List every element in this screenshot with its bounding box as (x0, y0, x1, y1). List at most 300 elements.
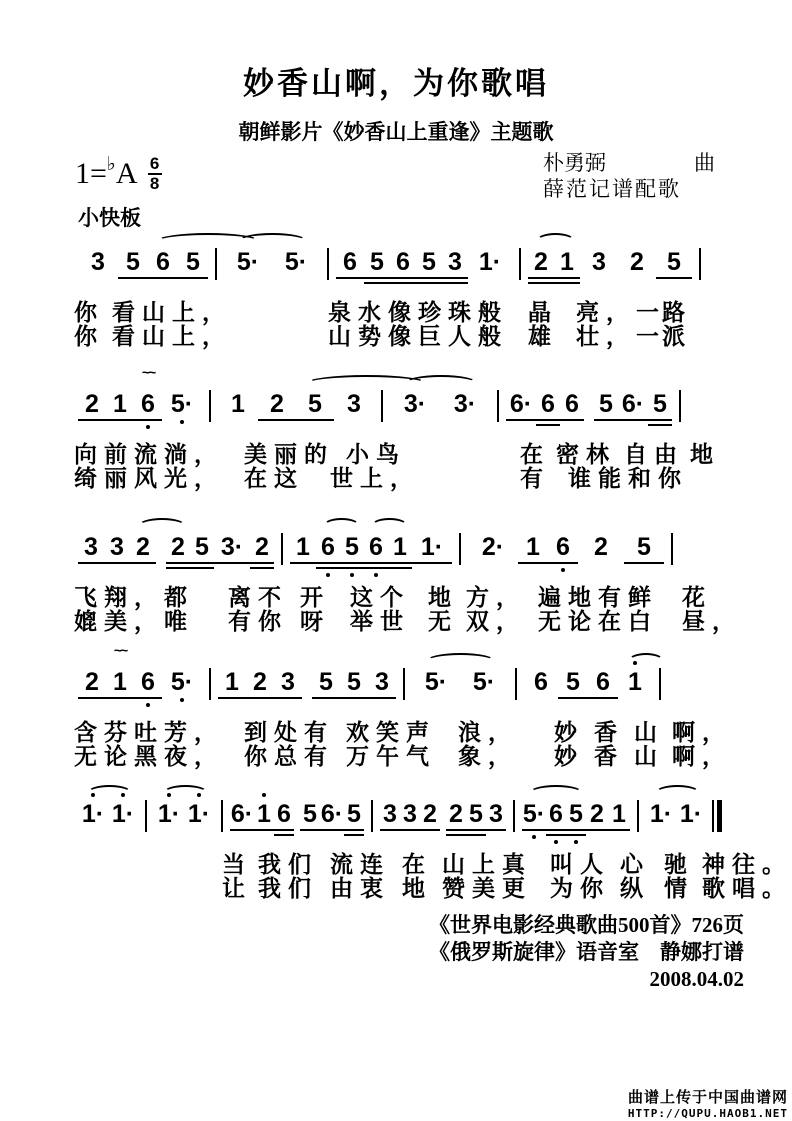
note-digit: 5 (170, 668, 185, 696)
note (224, 248, 272, 276)
lyric-segment: 晶 (528, 299, 558, 325)
beam-line (412, 562, 452, 564)
lyric-segment: 有 (520, 465, 550, 491)
note-digit: 1 (679, 800, 694, 828)
beam-line (312, 697, 340, 699)
note-digit: 1 (225, 668, 239, 696)
note-digit: 2 (85, 390, 99, 418)
beam-line (300, 829, 320, 831)
note (78, 248, 118, 276)
beam-line (344, 829, 364, 831)
beam-line-2 (536, 424, 560, 426)
duration-dot: · (171, 800, 181, 828)
beam-line-2 (388, 567, 412, 569)
barline (671, 533, 673, 565)
lyric-segment: 妙 (554, 719, 584, 745)
note (390, 390, 440, 418)
note (130, 533, 156, 561)
lyric-segment: 山上真 (442, 851, 532, 877)
note-row (78, 533, 680, 565)
mordent-ornament: ~~ (141, 364, 155, 380)
note (466, 800, 486, 828)
beam-line (486, 829, 506, 831)
lyric-segment: 举世 (350, 608, 410, 634)
note (560, 390, 584, 418)
low-octave-dot (350, 573, 354, 577)
slur-arc (371, 518, 407, 534)
note-digit: 5 (667, 248, 681, 276)
beam-line (258, 419, 296, 421)
note-digit: 6 (396, 248, 410, 276)
note (656, 248, 692, 276)
score-system (0, 533, 792, 634)
note (412, 533, 452, 561)
duration-dot: · (184, 390, 194, 418)
note (594, 390, 618, 418)
beam-line (178, 277, 208, 279)
note (400, 800, 420, 828)
duration-dot: · (635, 390, 645, 418)
note-digit: 3 (448, 248, 462, 276)
note (230, 800, 254, 828)
beam-line-2 (466, 834, 486, 836)
duration-dot: · (244, 800, 254, 828)
note-digit: 6 (230, 800, 245, 828)
note-digit: 2 (255, 533, 269, 561)
note (106, 642, 134, 696)
beam-line (536, 419, 560, 421)
watermark-site-name: 曲谱上传于中国曲谱网 (627, 1089, 788, 1106)
note (506, 390, 536, 418)
note-digit: 5 (347, 800, 361, 828)
lyric-segment: 无 (428, 608, 458, 634)
note-digit: 2 (449, 800, 463, 828)
time-lower: 8 (149, 174, 160, 193)
note (134, 668, 162, 696)
score-system (0, 248, 792, 349)
note (608, 800, 630, 828)
note-digit: 6 (534, 668, 548, 696)
lyric-segment: 方， (466, 584, 526, 610)
note (566, 800, 586, 828)
beam-line (106, 419, 134, 421)
watermark-site-url: HTTP://QUPU.HAOB1.NET (627, 1107, 788, 1120)
composer-line (543, 150, 715, 176)
lyricist-line: 薛范记谱配歌 (543, 177, 681, 201)
note-digit: 3 (489, 800, 503, 828)
low-octave-dot (554, 840, 558, 844)
note (546, 800, 566, 828)
beam-line-2 (528, 282, 554, 284)
beam-line (420, 829, 440, 831)
note-digit: 3 (281, 668, 295, 696)
note-digit: 1 (113, 390, 127, 418)
barline (209, 390, 211, 422)
note-digit: 3 (220, 533, 235, 561)
beam-line (548, 562, 578, 564)
low-octave-dot (180, 420, 184, 424)
beam-line (618, 419, 648, 421)
note-digit: 6 (141, 390, 155, 418)
note-digit: 6 (320, 800, 335, 828)
note (364, 248, 390, 276)
duration-dot: · (334, 800, 344, 828)
beam-line (78, 562, 104, 564)
note (316, 533, 340, 561)
beam-line (336, 277, 364, 279)
source-date: 2008.04.02 (649, 967, 744, 991)
note (300, 800, 320, 828)
note-digit: 2 (534, 248, 548, 276)
note (218, 668, 246, 696)
beam-line-2 (344, 834, 364, 836)
slur-arc (536, 233, 575, 249)
note (648, 390, 672, 418)
lyric-segment: 无论黑夜， (74, 743, 224, 769)
note-digit: 5 (569, 800, 583, 828)
duration-dot: · (438, 668, 448, 696)
beam-line (130, 562, 156, 564)
lyric-segment: 小鸟 (346, 441, 406, 467)
barline (497, 390, 499, 422)
note-digit: 2 (594, 533, 608, 561)
duration-dot: · (495, 533, 505, 561)
note (78, 533, 104, 561)
lyric-segment: 昼， (682, 608, 742, 634)
note (618, 668, 652, 696)
key-signature (75, 153, 162, 193)
lyric-segment: 你 (74, 299, 104, 325)
barline (403, 668, 405, 700)
barline (679, 390, 681, 422)
duration-dot: · (234, 533, 244, 561)
note (468, 248, 512, 276)
note (340, 533, 364, 561)
slur-arc (628, 653, 664, 669)
note-digit: 5 (284, 248, 299, 276)
note (518, 533, 548, 561)
final-barline (712, 800, 722, 832)
beam-line (246, 697, 274, 699)
slur-arc (655, 785, 700, 801)
lyric-segment: 美丽的 (244, 441, 334, 467)
note-digit: 1 (257, 800, 271, 828)
note-digit: 6 (343, 248, 357, 276)
note-digit: 6 (509, 390, 524, 418)
note-digit: 5 (653, 390, 667, 418)
note-digit: 2 (630, 248, 644, 276)
note (468, 533, 518, 561)
lyric-segment: 双， (466, 608, 526, 634)
beam-line (78, 419, 106, 421)
lyric-segment: 为你 (550, 875, 610, 901)
note-digit: 1 (649, 800, 664, 828)
lyric-segment: 开 (300, 584, 330, 610)
beam-line (296, 419, 334, 421)
beam-line-2 (250, 567, 274, 569)
note-digit: 5 (319, 668, 333, 696)
note-digit: 2 (171, 533, 185, 561)
beam-line (518, 562, 548, 564)
lyric-segment: 叫人 (550, 851, 610, 877)
note-digit: 5 (170, 390, 185, 418)
barline (659, 668, 661, 700)
slur-arc (87, 785, 132, 801)
slur-arc (323, 518, 359, 534)
beam-line-2 (190, 567, 214, 569)
note (290, 533, 316, 561)
note-digit: 6 (541, 390, 555, 418)
note (312, 668, 340, 696)
note (412, 668, 460, 696)
low-octave-dot (532, 835, 536, 839)
note (78, 800, 108, 828)
lyric-segment: 泉水像珍珠般 (328, 299, 508, 325)
slur-arc (163, 785, 208, 801)
beam-line (104, 562, 130, 564)
note-row (78, 364, 688, 422)
beam-line (316, 562, 340, 564)
duration-dot: · (298, 248, 308, 276)
note-digit: 5 (236, 248, 251, 276)
key-prefix: 1= (75, 157, 107, 190)
note (440, 390, 490, 418)
lyric-segment: 派 (662, 323, 692, 349)
low-octave-dot (146, 703, 150, 707)
beam-line-2 (166, 567, 190, 569)
beam-line (466, 829, 486, 831)
barline (281, 533, 283, 565)
lyric-segment: 香 (594, 743, 624, 769)
lyric-segment: 路 (662, 299, 692, 325)
lyric-segment: 纵 (620, 875, 650, 901)
note-digit: 6 (556, 533, 570, 561)
duration-dot: · (536, 800, 546, 828)
beam-line (586, 829, 608, 831)
note (486, 800, 506, 828)
lyric-segment: 密林 (556, 441, 616, 467)
note (528, 248, 554, 276)
note (274, 800, 294, 828)
beam-line (78, 697, 106, 699)
note-digit: 5 (186, 248, 200, 276)
beam-line (608, 829, 630, 831)
song-title: 妙香山啊，为你歌唱 (243, 66, 549, 101)
note (162, 390, 202, 418)
note-digit: 3 (383, 800, 397, 828)
duration-dot: · (492, 248, 502, 276)
note-digit: 6 (156, 248, 170, 276)
note (646, 800, 676, 828)
slur-arc (405, 375, 477, 391)
note-digit: 5 (522, 800, 537, 828)
note (258, 390, 296, 418)
note-digit: 3 (453, 390, 468, 418)
lyric-segment: 你 (74, 323, 104, 349)
note (106, 390, 134, 418)
final-barline-thin (712, 800, 714, 832)
lyric-segment: 绮丽风光， (74, 465, 224, 491)
note (586, 800, 608, 828)
lyric-segment: 啊， (672, 743, 732, 769)
beam-line (190, 562, 214, 564)
barline (459, 533, 461, 565)
beam-line (340, 562, 364, 564)
lyric-segment: 亮，一 (576, 299, 666, 325)
beam-line (274, 829, 294, 831)
lyric-segment: 在这 (244, 465, 304, 491)
note (390, 248, 416, 276)
note-digit: 5 (472, 668, 487, 696)
beam-line (364, 562, 388, 564)
low-octave-dot (146, 425, 150, 429)
lyric-segment: 离不 (228, 584, 288, 610)
note (368, 668, 396, 696)
beam-line (134, 697, 162, 699)
note (218, 390, 258, 418)
lyric-segment: 自由 (624, 441, 684, 467)
note (272, 248, 320, 276)
lyric-segment: 你总有 (244, 743, 334, 769)
beam-line (214, 562, 250, 564)
duration-dot: · (434, 533, 444, 561)
beam-line (106, 697, 134, 699)
note (522, 800, 546, 828)
note (134, 364, 162, 418)
note (118, 248, 148, 276)
note (380, 800, 400, 828)
beam-line (320, 829, 344, 831)
note-digit: 1 (231, 390, 245, 418)
note-digit: 6 (369, 533, 383, 561)
note (524, 668, 558, 696)
note (78, 668, 106, 696)
barline (371, 800, 373, 832)
note-digit: 5 (422, 248, 436, 276)
beam-line (364, 277, 390, 279)
beam-line (118, 277, 148, 279)
lyric-segment: 无论在白 (538, 608, 658, 634)
barline (221, 800, 223, 832)
beam-line (506, 419, 536, 421)
barline (637, 800, 639, 832)
lyric-segment: 地 (690, 441, 720, 467)
note (78, 390, 106, 418)
lyric-segment: 万午气 (346, 743, 436, 769)
note (548, 533, 578, 561)
note-digit: 1 (526, 533, 540, 561)
note-digit: 1 (157, 800, 172, 828)
tempo-marking: 小快板 (78, 207, 141, 230)
note-digit: 6 (621, 390, 636, 418)
duration-dot: · (693, 800, 703, 828)
duration-dot: · (125, 800, 135, 828)
note (178, 248, 208, 276)
lyric-segment: 山势像巨人般 (328, 323, 508, 349)
beam-line (388, 562, 412, 564)
beam-line (416, 277, 442, 279)
source-line-1: 《世界电影经典歌曲500首》726页 (429, 913, 744, 937)
barline (209, 668, 211, 700)
barline (381, 390, 383, 422)
note-digit: 2 (85, 668, 99, 696)
note (336, 248, 364, 276)
lyric-segment: 呀 (300, 608, 330, 634)
note-digit: 3 (110, 533, 124, 561)
beam-line (588, 697, 618, 699)
note (344, 800, 364, 828)
note-digit: 5 (347, 668, 361, 696)
note-digit: 5 (303, 800, 317, 828)
time-upper: 6 (149, 154, 160, 173)
lyric-segment: 看山上， (112, 299, 232, 325)
note (334, 390, 374, 418)
duration-dot: · (95, 800, 105, 828)
note-digit: 1 (393, 533, 407, 561)
note (388, 533, 412, 561)
lyric-segment: 飞翔，都 (74, 584, 194, 610)
beam-line (528, 277, 554, 279)
beam-line-2 (340, 567, 364, 569)
duration-dot: · (486, 668, 496, 696)
lyric-segment: 赞美更 (442, 875, 532, 901)
duration-dot: · (523, 390, 533, 418)
beam-line-2 (566, 834, 586, 836)
lyric-segment: 这个 (350, 584, 410, 610)
note-digit: 1 (628, 668, 642, 696)
beam-line (648, 419, 672, 421)
lyric-segment: 情 (664, 875, 694, 901)
note-digit: 3 (84, 533, 98, 561)
duration-dot: · (467, 390, 477, 418)
note-digit: 5 (637, 533, 651, 561)
beam-line (274, 697, 302, 699)
note (624, 533, 664, 561)
note-digit: 1 (420, 533, 435, 561)
note-digit: 1 (478, 248, 493, 276)
composer-name: 朴勇弼 (543, 151, 606, 175)
note (676, 800, 706, 828)
beam-line (134, 419, 162, 421)
beam-line-2 (274, 834, 294, 836)
note-digit: 2 (253, 668, 267, 696)
beam-line-2 (390, 282, 416, 284)
lyric-segment: 在 (520, 441, 550, 467)
duration-dot: · (250, 248, 260, 276)
beam-line (656, 277, 692, 279)
score-system (0, 364, 792, 491)
note (416, 248, 442, 276)
note (340, 668, 368, 696)
note-digit: 3 (403, 800, 417, 828)
beam-line-2 (554, 282, 580, 284)
note (154, 800, 184, 828)
barline (513, 800, 515, 832)
note-digit: 5 (370, 248, 384, 276)
beam-line (624, 562, 664, 564)
lyric-segment: 山 (634, 719, 664, 745)
note (364, 533, 388, 561)
note-digit: 3 (375, 668, 389, 696)
note-digit: 1 (560, 248, 574, 276)
note-row (78, 642, 668, 700)
note (618, 248, 656, 276)
note-digit: 3 (347, 390, 361, 418)
note (214, 533, 250, 561)
note (184, 800, 214, 828)
beam-line (290, 562, 316, 564)
lyric-segment: 含芬吐芳， (74, 719, 224, 745)
